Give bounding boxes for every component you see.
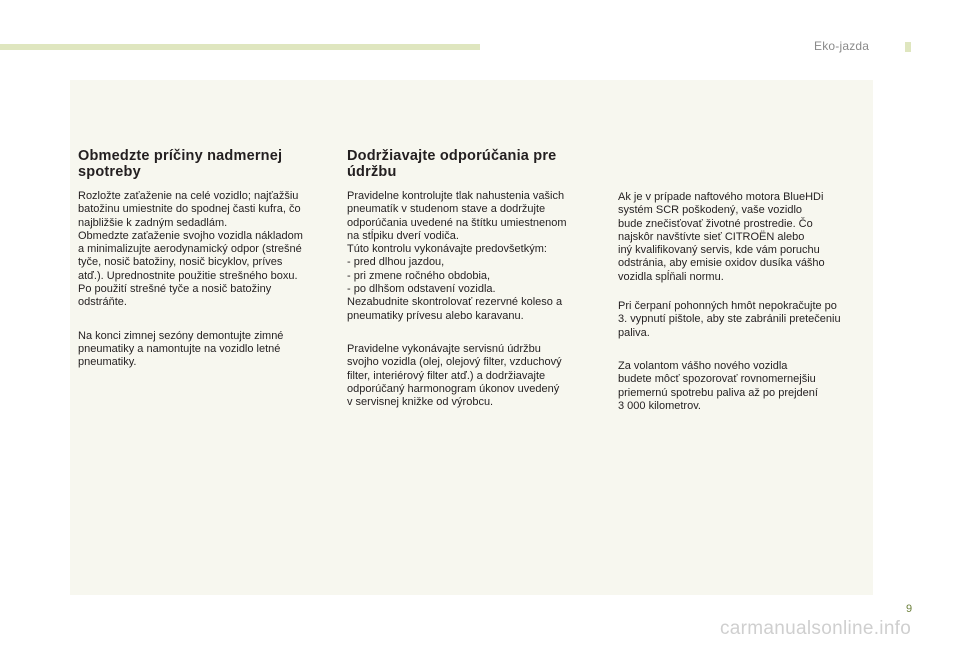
section-marker <box>905 42 911 52</box>
paragraph-winter-tyres: Na konci zimnej sezóny demontujte zimné pneumatiky a namontujte na vozidlo letné pneumatiky. <box>78 329 284 369</box>
paragraph-new-vehicle: Za volantom vášho nového vozidla budete môcť spozorovať rovnomernejšiu priemernú spotrebu paliva až po prejdení 3 000 kilometrov. <box>618 359 818 412</box>
column-consumption <box>78 148 318 370</box>
watermark: carmanualsonline.info <box>720 618 912 639</box>
section-title: Eko-jazda <box>814 39 870 53</box>
heading-consumption: Obmedzte príčiny nadmernej spotreby <box>78 148 283 180</box>
paragraph-bluehdi: Ak je v prípade naftového motora BlueHDi systém SCR poškodený, vaše vozidlo bude znečisťovať životné prostredie. Čo najskôr navštívte sieť CITROËN alebo iný kvalifikovaný servis, kde vám poruchu odstránia, aby emisie oxidov dusíka vášho vozidla spĺňali normu. <box>618 191 825 283</box>
paragraph-service: Pravidelne vykonávajte servisnú údržbu svojho vozidla (olej, olejový filter, vzduchový filter, interiérový filter atď.) a dodržiavajte odporúčaný harmonogram úkonov uvedený v servisnej knižke od výrobcu. <box>347 342 562 409</box>
column-maintenance <box>347 148 587 409</box>
paragraph-tyre-pressure: Pravidelne kontrolujte tlak nahustenia vašich pneumatík v studenom stave a dodržujte odporúčania uvedené na štítku umiestnenom na stĺpiku dverí vodiča. Túto kontrolu vykonávajte predovšetkým: - pred dlhou jazdou, - pri zmene ročného obdobia, - po dlhšom odstavení vozidla. Nezabudnite skontrolovať rezervné koleso a pneumatiky prívesu alebo karavanu. <box>347 190 567 322</box>
header-accent-bar <box>0 44 480 50</box>
paragraph-load: Rozložte zaťaženie na celé vozidlo; najťažšiu batožinu umiestnite do spodnej časti kufra, čo najbližšie k zadným sedadlám. Obmedzte zaťaženie svojho vozidla nákladom a minimalizujte aerodynamický odpor (strešné tyče, nosič batožiny, nosič bicyklov, príves atď.). Uprednostnite použitie strešného boxu. Po použití strešné tyče a nosič batožiny odstráňte. <box>78 190 303 309</box>
page-number: 9 <box>906 603 913 615</box>
heading-maintenance: Dodržiavajte odporúčania pre údržbu <box>347 148 557 180</box>
content-panel <box>70 80 873 595</box>
paragraph-refuelling: Pri čerpaní pohonných hmôt nepokračujte po 3. vypnutí pištole, aby ste zabránili pretečeniu paliva. <box>618 300 841 339</box>
column-notes <box>618 148 858 413</box>
